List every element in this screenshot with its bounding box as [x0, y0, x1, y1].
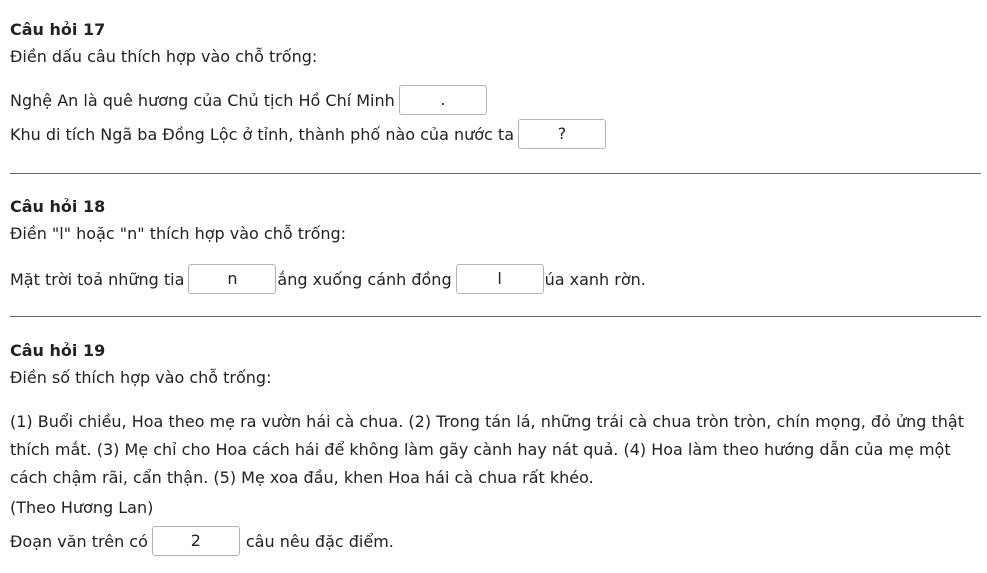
answer-box[interactable]: . [399, 85, 487, 115]
sentence-text: úa xanh rờn. [544, 269, 646, 289]
question-18 [10, 196, 981, 296]
question-line [10, 117, 981, 151]
answer-box[interactable]: 2 [152, 526, 240, 556]
question-title: Câu hỏi 18 [10, 197, 106, 216]
divider [10, 173, 981, 174]
question-line [10, 524, 981, 558]
question-19 [10, 340, 981, 558]
answer-box[interactable]: n [188, 264, 276, 294]
answer-box[interactable]: ? [518, 119, 606, 149]
sentence-text: Nghệ An là quê hương của Chủ tịch Hồ Chí Minh [10, 90, 395, 110]
question-instruction: Điền số thích hợp vào chỗ trống: [10, 368, 272, 387]
sentence-text: Đoạn văn trên có [10, 531, 148, 551]
sentence-text: ắng xuống cánh đồng [277, 269, 452, 289]
question-line [10, 83, 981, 117]
answer-box[interactable]: l [456, 264, 544, 294]
question-title: Câu hỏi 19 [10, 341, 106, 360]
sentence-text: Khu di tích Ngã ba Đồng Lộc ở tỉnh, thành phố nào của nước ta [10, 124, 514, 144]
question-title: Câu hỏi 17 [10, 20, 106, 39]
source-citation: (Theo Hương Lan) [10, 498, 154, 517]
reading-paragraph: (1) Buổi chiều, Hoa theo mẹ ra vườn hái cà chua. (2) Trong tán lá, những trái cà chua tròn tròn, chín mọng, đỏ ửng thật thích mắt. (3) Mẹ chỉ cho Hoa cách hái để không làm gãy cành hay nát quả. (4) Hoa làm theo hướng dẫn của mẹ một cách chậm rãi, cẩn thận. (5) Mẹ xoa đầu, khen Hoa hái cà chua rất khéo. [10, 412, 964, 487]
question-17 [10, 19, 981, 151]
divider [10, 316, 981, 317]
question-line [10, 262, 981, 296]
sentence-text: Mặt trời toả những tia [10, 269, 185, 289]
question-instruction: Điền "l" hoặc "n" thích hợp vào chỗ trống: [10, 224, 347, 243]
sentence-text: câu nêu đặc điểm. [245, 531, 394, 551]
question-instruction: Điền dấu câu thích hợp vào chỗ trống: [10, 47, 318, 66]
